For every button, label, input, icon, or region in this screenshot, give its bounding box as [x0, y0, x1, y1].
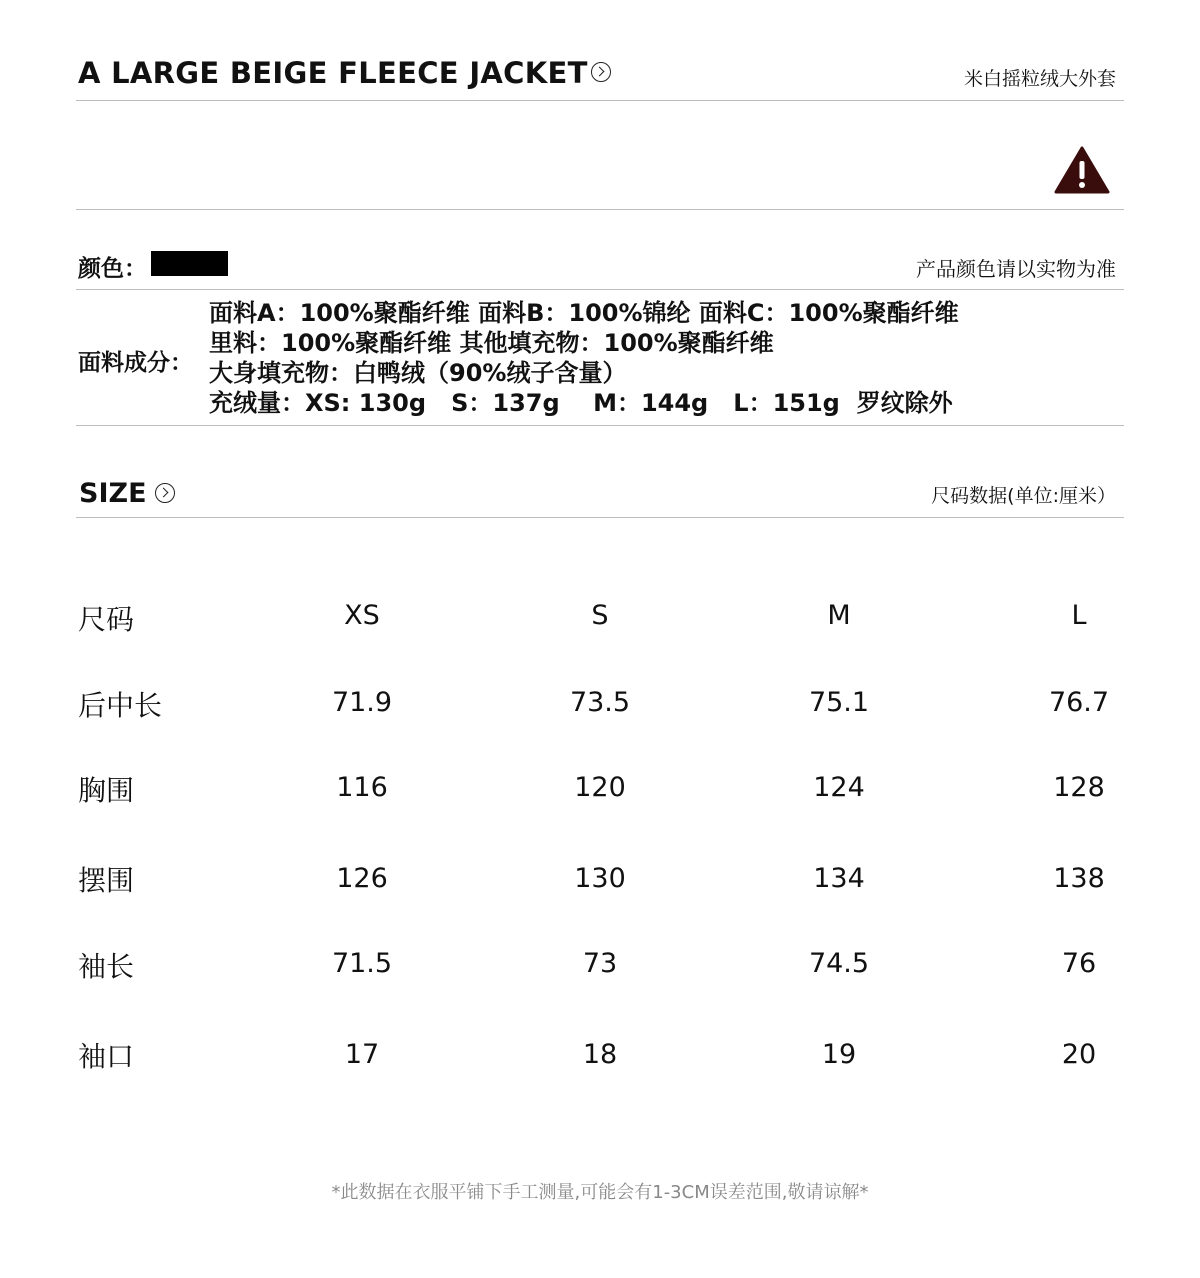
table-cell: 116: [336, 772, 388, 803]
table-cell: 76: [1061, 948, 1097, 979]
table-cell: 76.7: [1048, 687, 1110, 718]
table-cell: 128: [1053, 772, 1105, 803]
divider: [76, 209, 1124, 210]
table-cell: 126: [336, 863, 388, 894]
composition-label: 面料成分：: [78, 350, 193, 376]
divider: [76, 100, 1124, 101]
size-header-label: 尺码: [78, 603, 135, 636]
measurement-footnote: *此数据在衣服平铺下手工测量,可能会有1-3CM误差范围,敬请谅解*: [331, 1182, 869, 1203]
size-header-cell: XS: [344, 600, 380, 631]
size-header-cell: M: [827, 600, 851, 631]
table-cell: 17: [344, 1039, 380, 1070]
size-section-title: [79, 478, 175, 509]
composition-line: 面料A：100%聚酯纤维 面料B：100%锦纶 面料C：100%聚酯纤维: [209, 299, 959, 327]
size-title-text: SIZE: [79, 478, 147, 509]
table-cell: 120: [574, 772, 626, 803]
chevron-right-circle-icon: [155, 483, 175, 503]
table-cell: 71.5: [331, 948, 393, 979]
chevron-right-circle-icon: [591, 62, 611, 82]
table-row-label: 袖口: [78, 1040, 135, 1073]
table-row-label: 袖长: [78, 950, 135, 983]
table-cell: 124: [813, 772, 865, 803]
table-row-label: 胸围: [78, 774, 135, 807]
size-unit-note: 尺码数据(单位:厘米）: [931, 485, 1116, 507]
product-title-en-text: A LARGE BEIGE FLEECE JACKET: [78, 56, 588, 90]
table-cell: 20: [1061, 1039, 1097, 1070]
table-cell: 138: [1053, 863, 1105, 894]
product-title-cn: 米白摇粒绒大外套: [963, 68, 1116, 90]
size-header-cell: L: [1071, 600, 1087, 631]
composition-line: 里料：100%聚酯纤维 其他填充物：100%聚酯纤维: [209, 329, 774, 357]
table-cell: 73: [582, 948, 618, 979]
table-cell: 73.5: [569, 687, 631, 718]
product-title-en: [78, 56, 611, 90]
table-cell: 18: [582, 1039, 618, 1070]
table-cell: 19: [821, 1039, 857, 1070]
divider: [76, 517, 1124, 518]
table-cell: 75.1: [808, 687, 870, 718]
composition-line: 大身填充物：白鸭绒（90%绒子含量）: [209, 359, 627, 387]
divider: [76, 289, 1124, 290]
composition-line: 充绒量：XS: 130g S：137g M：144g L：151g 罗纹除外: [209, 389, 953, 417]
table-cell: 130: [574, 863, 626, 894]
composition-details: [209, 298, 959, 418]
divider: [76, 425, 1124, 426]
table-cell: 134: [813, 863, 865, 894]
table-row-label: 后中长: [78, 689, 163, 722]
color-swatch: [151, 251, 228, 276]
table-cell: 74.5: [808, 948, 870, 979]
table-cell: 71.9: [331, 687, 393, 718]
size-header-cell: S: [591, 600, 609, 631]
table-row-label: 摆围: [78, 864, 135, 897]
color-note: 产品颜色请以实物为准: [916, 257, 1116, 281]
warning-triangle-icon: [1054, 146, 1110, 194]
color-label: 颜色：: [78, 256, 147, 282]
